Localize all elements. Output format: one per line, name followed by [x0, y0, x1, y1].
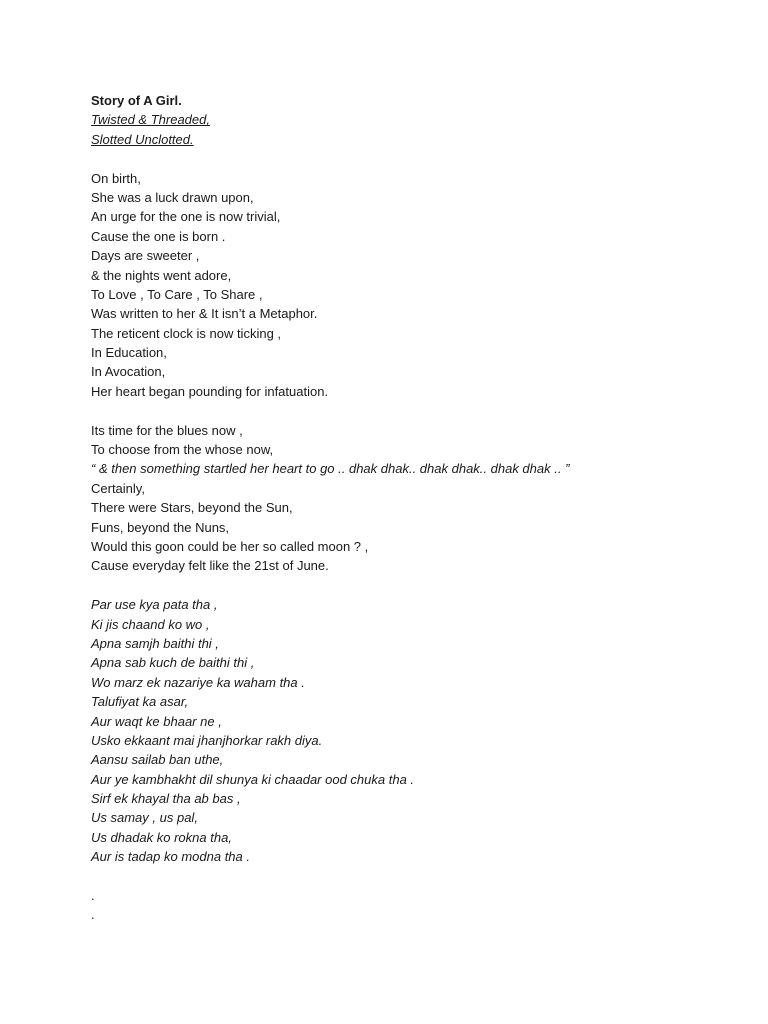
stanza-3 [91, 595, 731, 866]
poem-line: Ki jis chaand ko wo , [91, 616, 210, 632]
ending-dot: . [91, 907, 95, 923]
stanza-gap [91, 867, 731, 886]
subtitle-line: Slotted Unclotted. [91, 131, 194, 147]
poem-line: Aur ye kambhakht dil shunya ki chaadar ood chuka tha . [91, 771, 415, 787]
poem-line: Us samay , us pal, [91, 810, 198, 826]
poem-line: Talufiyat ka asar, [91, 694, 189, 710]
poem-line: The reticent clock is now ticking , [91, 325, 282, 341]
poem-line: Was written to her & It isn’t a Metaphor. [91, 306, 318, 322]
poem-line: Apna samjh baithi thi , [91, 635, 219, 651]
poem-line: Would this goon could be her so called moon ? , [91, 538, 369, 554]
poem-line: Apna sab kuch de baithi thi , [91, 655, 255, 671]
ending-dot: . [91, 888, 95, 904]
poem-line: Certainly, [91, 480, 145, 496]
stanza-gap [91, 401, 731, 420]
poem-line: There were Stars, beyond the Sun, [91, 500, 293, 516]
poem-line: Days are sweeter , [91, 248, 200, 264]
poem-line: In Education, [91, 345, 167, 361]
poem-line: Par use kya pata tha , [91, 597, 218, 613]
stanza-gap [91, 149, 731, 168]
subtitle-line: Twisted & Threaded, [91, 112, 210, 128]
poem-quote-line: “ & then something startled her heart to go .. dhak dhak.. dhak dhak.. dhak dhak .. ” [91, 461, 570, 477]
stanza-1 [91, 169, 731, 402]
poem-line: Cause the one is born . [91, 228, 226, 244]
document-page [91, 91, 731, 925]
poem-line: To Love , To Care , To Share , [91, 286, 263, 302]
poem-line: Aur waqt ke bhaar ne , [91, 713, 222, 729]
poem-line: Wo marz ek nazariye ka waham tha . [91, 674, 305, 690]
poem-line: An urge for the one is now trivial, [91, 209, 281, 225]
poem-line: Its time for the blues now , [91, 422, 243, 438]
poem-line: & the nights went adore, [91, 267, 232, 283]
poem-line: Usko ekkaant mai jhanjhorkar rakh diya. [91, 732, 323, 748]
poem-line: On birth, [91, 170, 141, 186]
poem-line: Funs, beyond the Nuns, [91, 519, 230, 535]
poem-line: Us dhadak ko rokna tha, [91, 829, 232, 845]
poem-line: Sirf ek khayal tha ab bas , [91, 791, 241, 807]
poem-line: Cause everyday felt like the 21st of June. [91, 558, 329, 574]
poem-line: To choose from the whose now, [91, 442, 274, 458]
stanza-2 [91, 421, 731, 576]
poem-line: She was a luck drawn upon, [91, 189, 254, 205]
poem-line: Her heart began pounding for infatuation. [91, 383, 329, 399]
poem-line: In Avocation, [91, 364, 166, 380]
poem-line: Aur is tadap ko modna tha . [91, 849, 250, 865]
document-title: Story of A Girl. [91, 93, 182, 108]
stanza-gap [91, 576, 731, 595]
poem-line: Aansu sailab ban uthe, [91, 752, 224, 768]
